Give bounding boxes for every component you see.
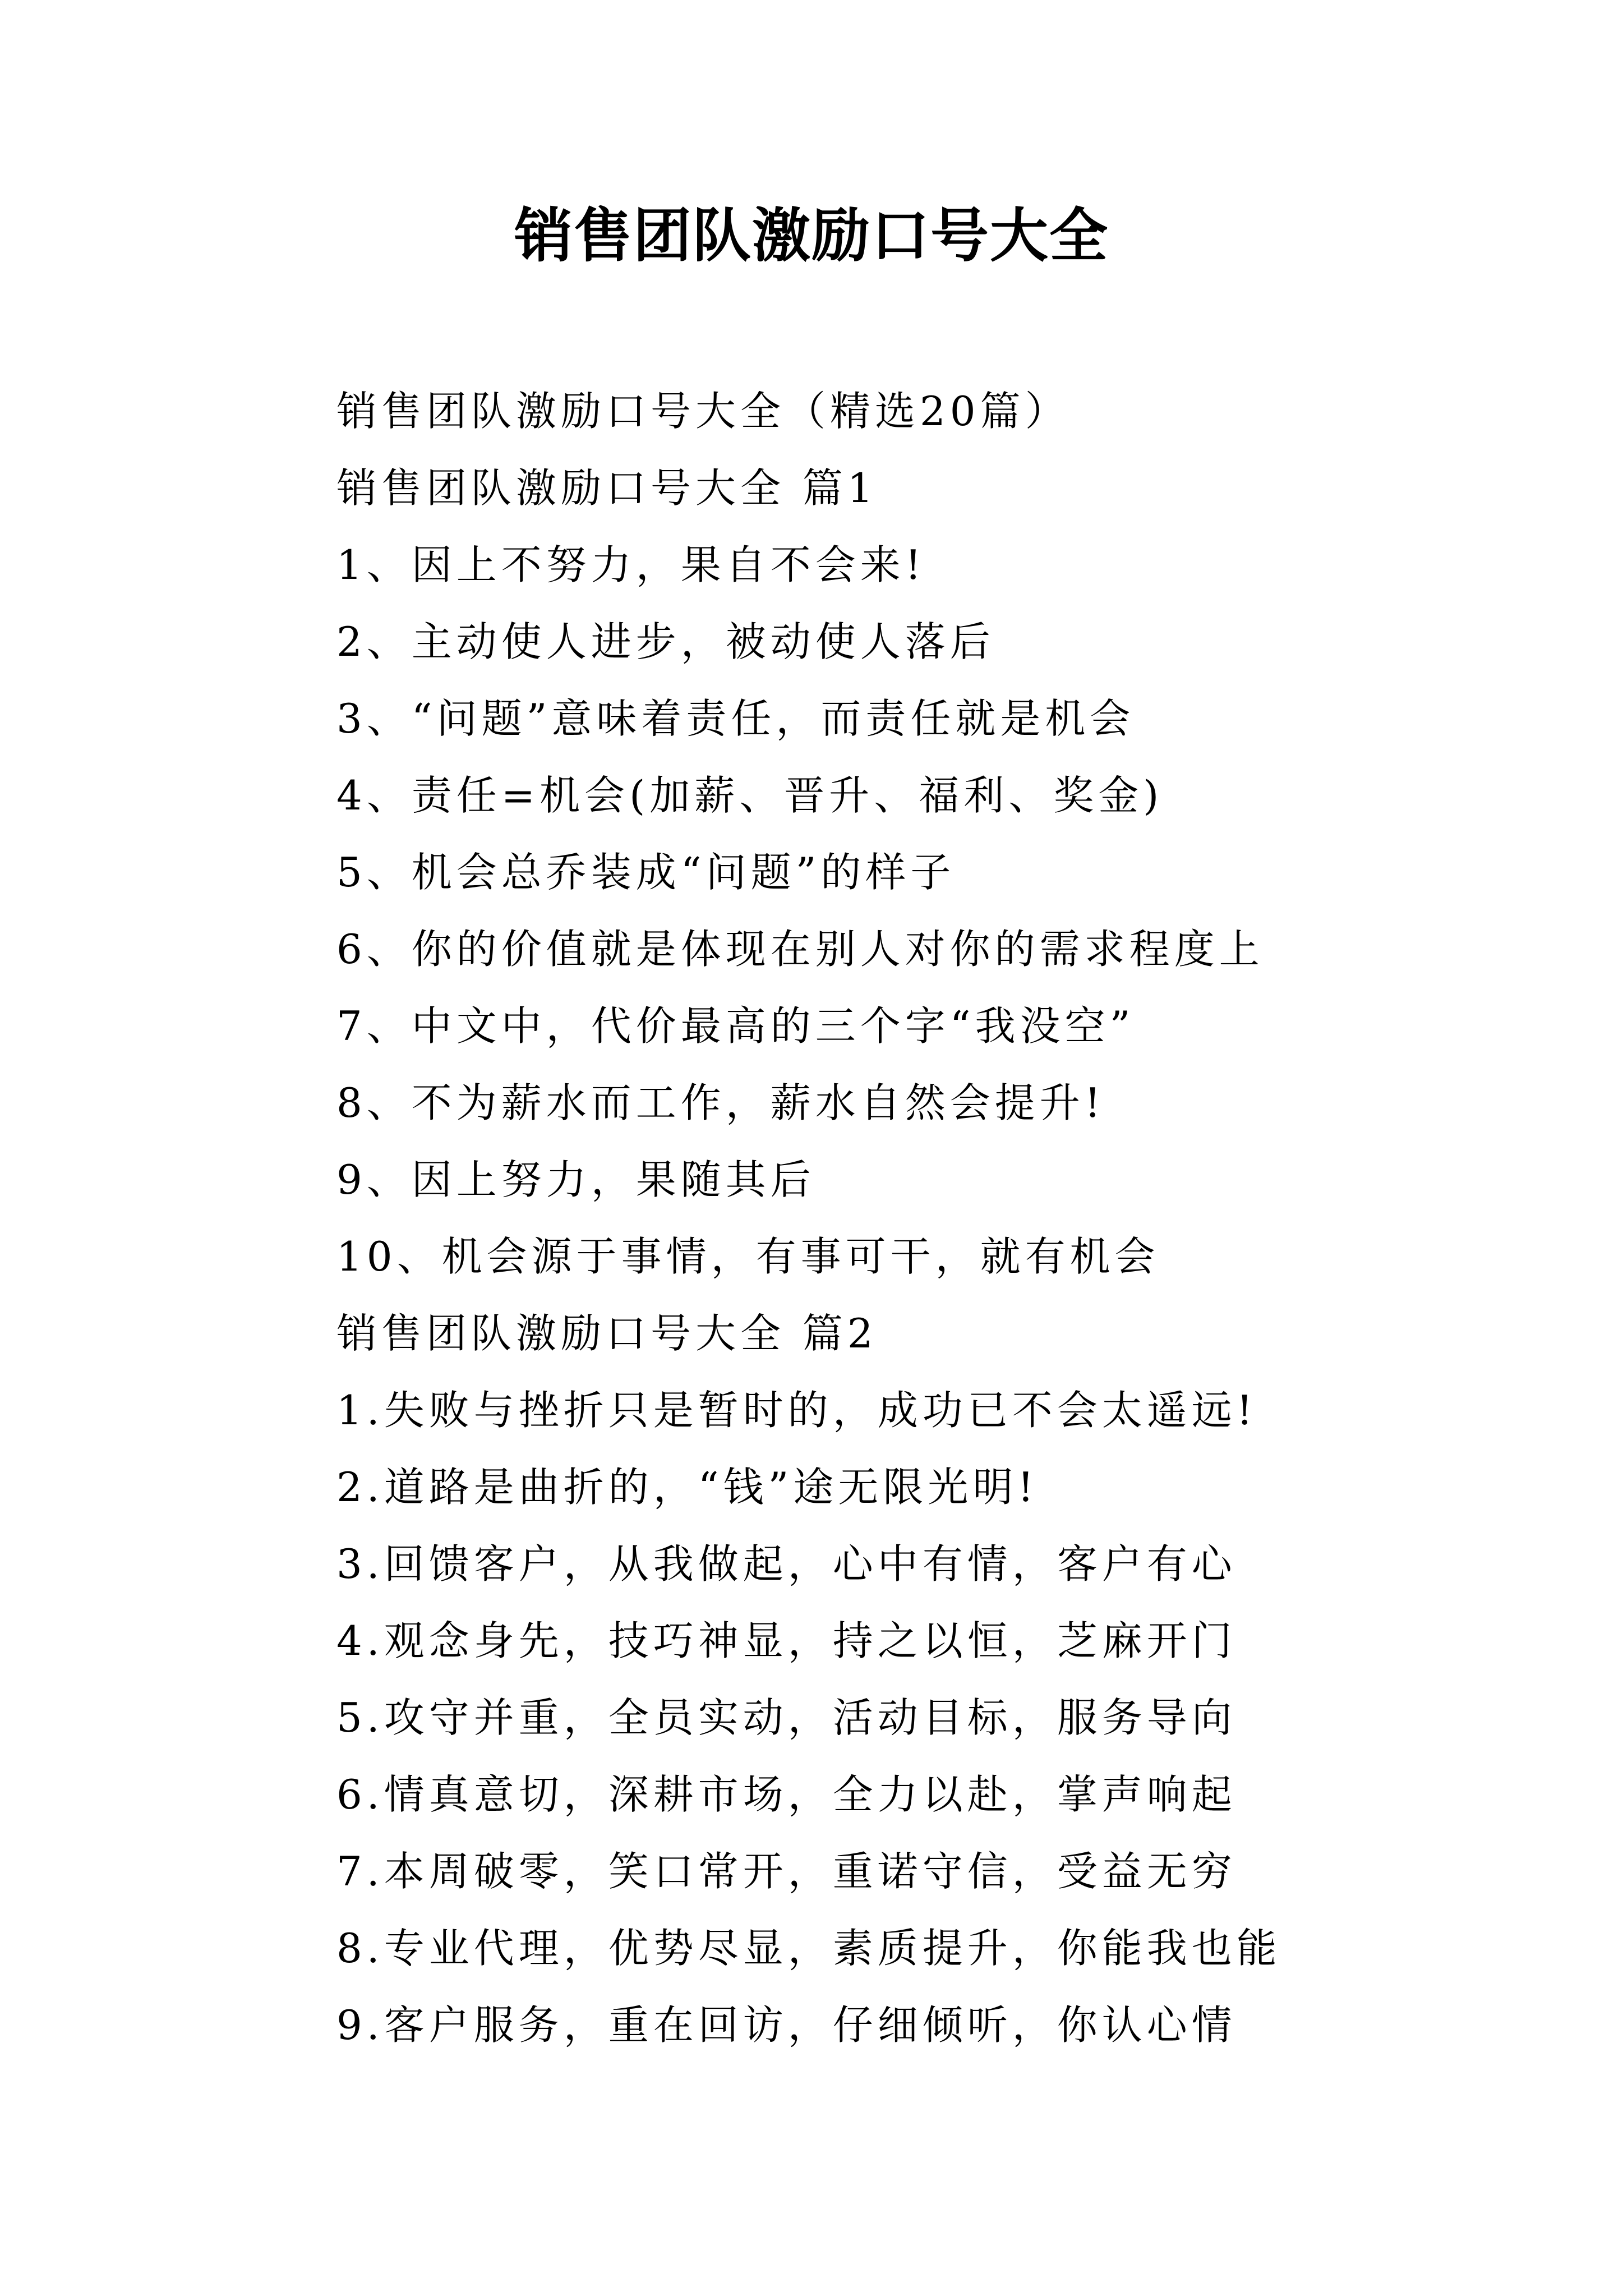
slogan-line: 1、因上不努力，果自不会来! — [336, 541, 926, 588]
slogan-line: 6.情真意切，深耕市场，全力以赴，掌声响起 — [336, 1771, 1237, 1818]
slogan-line: 6、你的价值就是体现在别人对你的需求程度上 — [336, 926, 1264, 973]
slogan-line: 10、机会源于事情，有事可干，就有机会 — [336, 1233, 1160, 1280]
slogan-line: 4、责任=机会(加薪、晋升、福利、奖金) — [336, 772, 1164, 819]
slogan-line: 2.道路是曲折的，“钱”途无限光明! — [336, 1464, 1039, 1511]
document-title: 销售团队激励口号大全 — [514, 201, 1109, 270]
subtitle-line: 销售团队激励口号大全（精选20篇） — [336, 388, 1070, 435]
slogan-line: 5.攻守并重，全员实动，活动目标，服务导向 — [336, 1694, 1237, 1741]
slogan-line: 8、不为薪水而工作，薪水自然会提升! — [336, 1079, 1105, 1126]
section-heading-1: 销售团队激励口号大全 篇1 — [336, 464, 878, 512]
slogan-line: 8.专业代理，优势尽显，素质提升，你能我也能 — [336, 1925, 1281, 1972]
slogan-line: 3、“问题”意味着责任，而责任就是机会 — [336, 695, 1135, 742]
slogan-line: 9、因上努力，果随其后 — [336, 1156, 815, 1203]
slogan-line: 3.回馈客户，从我做起，心中有情，客户有心 — [336, 1540, 1237, 1588]
slogan-line: 7.本周破零，笑口常开，重诺守信，受益无穷 — [336, 1848, 1237, 1895]
slogan-line: 1.失败与挫折只是暂时的，成功已不会太遥远! — [336, 1387, 1257, 1434]
section-heading-2: 销售团队激励口号大全 篇2 — [336, 1310, 878, 1357]
slogan-line: 7、中文中，代价最高的三个字“我没空” — [336, 1002, 1135, 1050]
slogan-line: 4.观念身先，技巧神显，持之以恒，芝麻开门 — [336, 1617, 1237, 1664]
slogan-line: 9.客户服务，重在回访，仔细倾听，你认心情 — [336, 2001, 1237, 2049]
document-body — [336, 373, 1514, 2064]
slogan-line: 5、机会总乔装成“问题”的样子 — [336, 849, 956, 896]
slogan-line: 2、主动使人进步，被动使人落后 — [336, 618, 995, 665]
